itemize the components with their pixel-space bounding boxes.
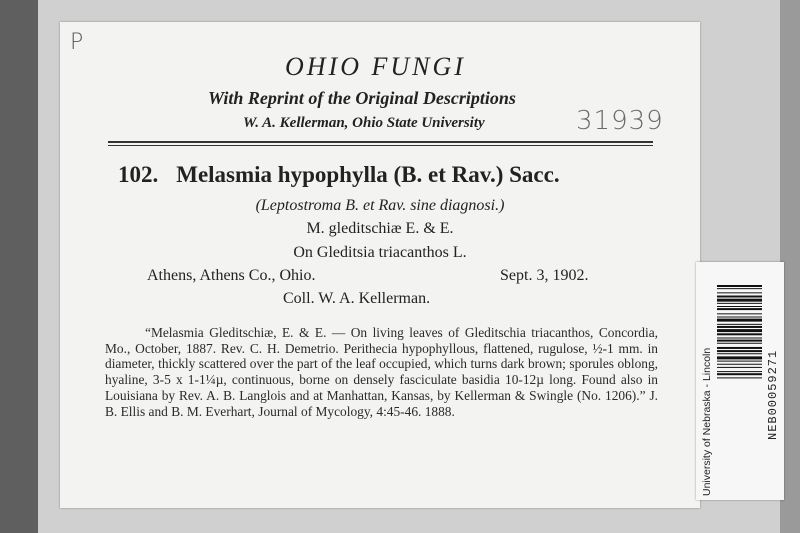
original-description xyxy=(105,325,658,419)
divider-rule-thin xyxy=(108,145,653,146)
species-name: Melasmia hypophylla (B. et Rav.) Sacc. xyxy=(176,162,560,187)
label-byline: W. A. Kellerman, Ohio State University xyxy=(243,115,485,131)
synonym-line: (Leptostroma B. et Rav. sine diagnosi.) xyxy=(255,197,505,214)
pencil-annotation: P xyxy=(70,30,84,55)
host-line: On Gleditsia triacanthos L. xyxy=(293,244,467,261)
locality: Athens, Athens Co., Ohio. xyxy=(147,267,316,284)
alternate-name: M. gleditschiæ E. & E. xyxy=(306,220,454,237)
collector: Coll. W. A. Kellerman. xyxy=(283,290,431,307)
barcode-icon xyxy=(717,285,762,460)
label-subtitle: With Reprint of the Original Descriptions xyxy=(208,88,516,108)
barcode-number: NEB00059271 xyxy=(766,349,780,440)
description-text: “Melasmia Gleditschiæ, E. & E. — On living leaves of Gleditschia triacanthos, Concordia, Mo., October, 1887. Rev. C. H. Demetrio. Perithecia hypophyllous, flattened, rugulose, ½-1 mm. in diameter, thickly scattered over the part of the leaf occupied, which turns dark brown; sporules oblong, hyaline, 3-5 x 1-1¼µ, continuous, borne on densely fasciculate basidia 10-12µ long. Found also in Louisiana by Rev. A. B. Langlois and at Manhattan, Kansas, by Kellerman & Swingle (No. 1206).” J. B. Ellis and B. M. Everhart, Journal of Mycology, 4:45-46. 1888. xyxy=(105,325,658,419)
divider-rule xyxy=(108,141,653,143)
institution-name: University of Nebraska - Lincoln xyxy=(701,347,713,496)
entry-number: 102. xyxy=(118,162,159,187)
collection-date: Sept. 3, 1902. xyxy=(500,267,589,284)
label-title: OHIO FUNGI xyxy=(285,52,466,81)
accession-number: 31939 xyxy=(576,106,664,136)
species-heading xyxy=(118,162,560,188)
